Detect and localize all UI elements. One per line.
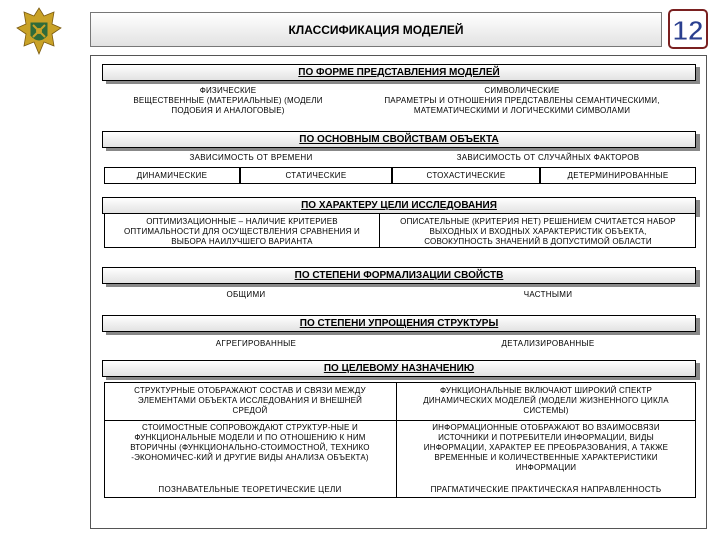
goal-descriptive: ОПИСАТЕЛЬНЫЕ (КРИТЕРИЯ НЕТ) РЕШЕНИЕМ СЧИТАЕТСЯ НАБОР ВЫХОДНЫХ И ВХОДНЫХ ХАРАКТЕРИСТИК ОБЪЕКТА, СОВОКУПНОСТЬ ЗНАЧЕНИЙ В ДОПУСТИМОЙ ОБЛАСТИ [400,217,676,246]
formalization-particular: ЧАСТНЫМИ [523,290,573,299]
formalization-general: ОБЩИМИ [226,290,266,299]
purpose-information: ИНФОРМАЦИОННЫЕ ОТОБРАЖАЮТ ВО ВЗАИМОСВЯЗИ ИСТОЧНИКИ И ПОТРЕБИТЕЛИ ИНФОРМАЦИИ, ВИДЫ ИНФОРМАЦИИ, ХАРАКТЕР ЕЕ ПРЕОБРАЗОВАНИЯ, А ТАКЖЕ ВРЕМЕННЫЕ И КОЛИЧЕСТВЕННЫЕ ХАРАКТЕРИСТИКИ ИНФОРМАЦИИ [423,423,669,472]
goal-optimization: ОПТИМИЗАЦИОННЫЕ – НАЛИЧИЕ КРИТЕРИЕВ ОПТИМАЛЬНОСТИ ДЛЯ ОСУЩЕСТВЛЕНИЯ СРАВНЕНИЯ И ВЫБОРА НАИЛУЧШЕГО ВАРИАНТА [124,217,360,246]
purpose-functional: ФУНКЦИОНАЛЬНЫЕ ВКЛЮЧАЮТ ШИРОКИЙ СПЕКТР ДИНАМИЧЕСКИХ МОДЕЛЕЙ (МОДЕЛИ ЖИЗНЕННОГО ЦИКЛА СИСТЕМЫ) [423,386,669,415]
random-dependence: ЗАВИСИМОСТЬ ОТ СЛУЧАЙНЫХ ФАКТОРОВ [456,153,640,162]
deterministic-label: ДЕТЕРМИНИРОВАННЫЕ [567,171,669,180]
simplification-detailed: ДЕТАЛИЗИРОВАННЫЕ [501,339,595,348]
purpose-structural: СТРУКТУРНЫЕ ОТОБРАЖАЮТ СОСТАВ И СВЯЗИ МЕЖДУ ЭЛЕМЕНТАМИ ОБЪЕКТА ИССЛЕДОВАНИЯ И ВНЕШНЕЙ СРЕДОЙ [134,386,366,415]
form-symbolic: СИМВОЛИЧЕСКИЕ ПАРАМЕТРЫ И ОТНОШЕНИЯ ПРЕДСТАВЛЕНЫ СЕМАНТИЧЕСКИМИ, МАТЕМАТИЧЕСКИМИ И ЛОГИЧЕСКИМИ СИМВОЛАМИ [384,86,660,115]
simplification-aggregated: АГРЕГИРОВАННЫЕ [215,339,297,348]
properties-header: ПО ОСНОВНЫМ СВОЙСТВАМ ОБЪЕКТА [299,134,499,145]
form-header: ПО ФОРМЕ ПРЕДСТАВЛЕНИЯ МОДЕЛЕЙ [298,67,500,78]
slide-number [668,9,708,49]
purpose-cognitive: ПОЗНАВАТЕЛЬНЫЕ ТЕОРЕТИЧЕСКИЕ ЦЕЛИ [158,485,342,494]
customs-emblem-icon [14,6,64,56]
formalization-header: ПО СТЕПЕНИ ФОРМАЛИЗАЦИИ СВОЙСТВ [294,270,504,281]
form-physical: ФИЗИЧЕСКИЕ ВЕЩЕСТВЕННЫЕ (МАТЕРИАЛЬНЫЕ) (МОДЕЛИ ПОДОБИЯ И АНАЛОГОВЫЕ) [133,86,323,115]
page-title: КЛАССИФИКАЦИЯ МОДЕЛЕЙ [288,23,464,37]
static-label: СТАТИЧЕСКИЕ [285,171,347,180]
purpose-pragmatic: ПРАГМАТИЧЕСКИЕ ПРАКТИЧЕСКАЯ НАПРАВЛЕННОСТЬ [430,485,662,494]
time-dependence: ЗАВИСИМОСТЬ ОТ ВРЕМЕНИ [189,153,313,162]
purpose-cost: СТОИМОСТНЫЕ СОПРОВОЖДАЮТ СТРУКТУР-НЫЕ И ФУНКЦИОНАЛЬНЫЕ МОДЕЛИ И ПО ОТНОШЕНИЮ К НИМ ВТОРИЧНЫ (ФУНКЦИОНАЛЬНО-СТОИМОСТНОЙ, ТЕХНИКО -ЭКОНОМИЧЕС-КИЙ И ДРУГИЕ ВИДЫ АНАЛИЗА ОБЪЕКТА) [130,423,370,462]
simplification-header: ПО СТЕПЕНИ УПРОЩЕНИЯ СТРУКТУРЫ [299,318,499,329]
dynamic-label: ДИНАМИЧЕСКИЕ [136,171,208,180]
svg-text:12: 12 [672,15,704,46]
purpose-header: ПО ЦЕЛЕВОМУ НАЗНАЧЕНИЮ [323,363,475,374]
stochastic-label: СТОХАСТИЧЕСКИЕ [426,171,506,180]
goal-header: ПО ХАРАКТЕРУ ЦЕЛИ ИССЛЕДОВАНИЯ [301,200,497,211]
